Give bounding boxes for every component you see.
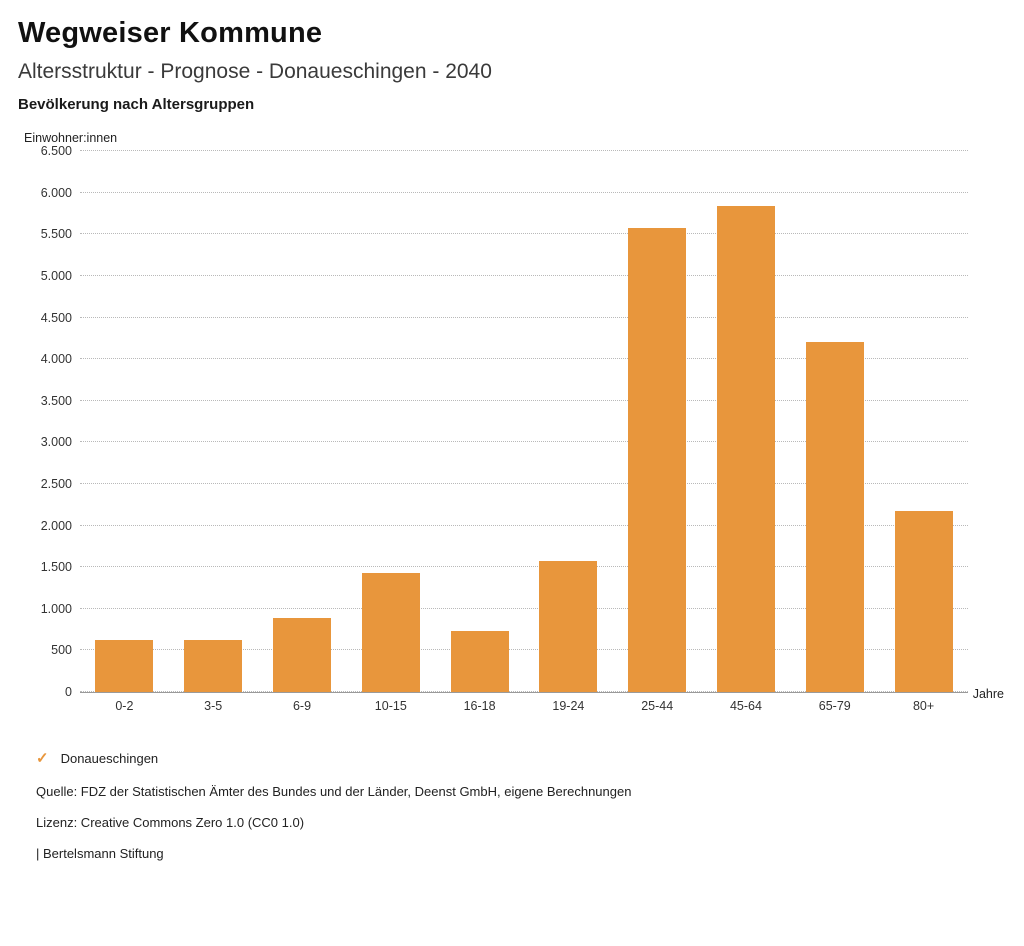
y-axis-tick-label: 2.000	[40, 518, 72, 533]
y-axis-tick-label: 500	[51, 643, 72, 658]
bar[interactable]	[95, 640, 153, 692]
x-axis-tick-label: 16-18	[463, 699, 496, 714]
bar-slot	[613, 151, 702, 692]
y-axis-tick-label: 3.000	[40, 435, 72, 450]
chart-legend	[36, 751, 1004, 766]
legend-item-label: Donaueschingen	[60, 751, 159, 767]
bar-series	[80, 151, 968, 692]
y-axis-tick-label: 1.000	[40, 601, 72, 616]
page-title: Wegweiser Kommune	[18, 17, 323, 49]
footer-source: Quelle: FDZ der Statistischen Ämter des Bundes und der Länder, Deenst GmbH, eigene Berechnungen	[36, 784, 632, 800]
bar-slot	[790, 151, 879, 692]
y-axis-tick-label: 0	[65, 685, 72, 700]
y-axis-tick-label: 6.500	[40, 144, 72, 159]
bar-slot	[258, 151, 347, 692]
bar[interactable]	[362, 573, 420, 692]
bar-slot	[702, 151, 791, 692]
y-axis-tick-label: 5.500	[40, 227, 72, 242]
x-axis-tick-label: 10-15	[374, 699, 407, 714]
bar-slot	[169, 151, 258, 692]
x-axis-tick-label: 45-64	[729, 699, 762, 714]
x-axis-title: Jahre	[972, 687, 1004, 702]
y-axis-tick-label: 5.000	[40, 268, 72, 283]
bar[interactable]	[717, 206, 775, 692]
x-axis-tick-label: 25-44	[641, 699, 674, 714]
y-axis-tick-label: 1.500	[40, 560, 72, 575]
bar-slot	[524, 151, 613, 692]
bar-slot	[346, 151, 435, 692]
chart-heading: Bevölkerung nach Altersgruppen	[18, 96, 255, 114]
bar[interactable]	[628, 228, 686, 692]
chart-footer	[36, 784, 1004, 861]
bar-slot	[879, 151, 968, 692]
x-axis-tick-label: 3-5	[204, 699, 223, 714]
x-axis-tick-label: 65-79	[818, 699, 851, 714]
x-axis-tick-label: 19-24	[552, 699, 585, 714]
x-axis-tick-label: 0-2	[115, 699, 134, 714]
bar[interactable]	[539, 561, 597, 692]
bar[interactable]	[451, 631, 509, 692]
bar[interactable]	[184, 640, 242, 692]
y-axis-tick-label: 6.000	[40, 185, 72, 200]
x-axis-tick-label: 80+	[912, 699, 935, 714]
page-subtitle: Altersstruktur - Prognose - Donaueschingen - 2040	[18, 59, 492, 83]
y-axis-tick-label: 3.500	[40, 393, 72, 408]
check-icon: ✓	[36, 750, 49, 768]
bar[interactable]	[273, 618, 331, 692]
x-axis-tick-label: 6-9	[292, 699, 312, 714]
x-axis-tick-labels	[80, 699, 968, 719]
y-axis-tick-label: 4.000	[40, 352, 72, 367]
footer-license: Lizenz: Creative Commons Zero 1.0 (CC0 1.0)	[36, 815, 305, 831]
y-axis-tick-label: 2.500	[40, 476, 72, 491]
footer-publisher: | Bertelsmann Stiftung	[36, 846, 164, 862]
y-axis-title: Einwohner:innen	[24, 131, 118, 146]
bar-slot	[80, 151, 169, 692]
bar[interactable]	[806, 342, 864, 692]
bar-chart	[18, 144, 1004, 741]
y-axis-tick-label: 4.500	[40, 310, 72, 325]
bar[interactable]	[895, 511, 953, 692]
plot-area	[40, 144, 968, 700]
bar-slot	[435, 151, 524, 692]
